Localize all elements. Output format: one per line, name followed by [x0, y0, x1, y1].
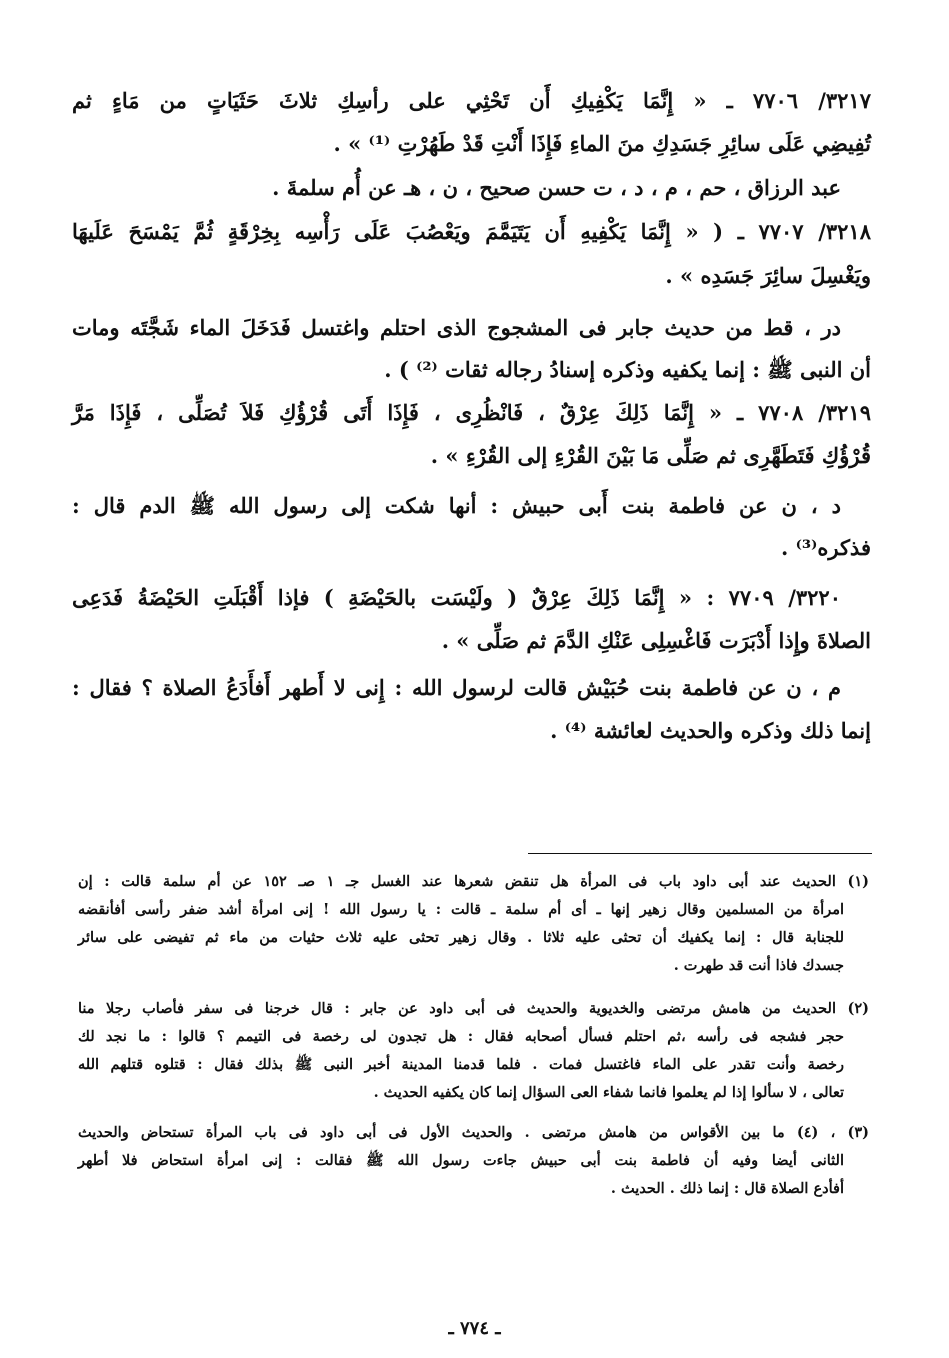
hadith-3217-line-1: ٣٢١٧/ ٧٧٠٦ ـ « إِنَّمَا يَكْفِيكِ أَن تَحْثِي على رأسِكِ ثلاثَ حَثَيَاتٍ من مَاءٍ ثم — [72, 88, 871, 113]
hadith-3218-line-1: ٣٢١٨/ ٧٧٠٧ ـ ( « إِنَّمَا يَكْفِيهِ أَن يَتَيَمَّمَ ويَعْصُبَ عَلَى رَأْسِه بِخِرْقَةٍ ثُمَّ يَمْسَحَ عَلَيهَا — [72, 219, 871, 244]
source-3220-line-1: م ، ن عن فاطمة بنت حُبَيْش قالت لرسول الله : إِنى لا أَطهر أَفأَدَعُ الصلاة ؟ فقال : — [72, 675, 841, 700]
hadith-3219-line-2: قُرْؤُكِ فَتَطَهَّرِى ثم صَلِّى مَا بَيْنَ القُرْءِ إلى القُرْءِ » . — [430, 443, 871, 468]
hadith-3220-line-2: الصلاةَ وإِذا أَدْبَرَت فَاغْسِلِى عَنْكِ الدَّمَ ثم صَلِّى » . — [441, 628, 871, 653]
footnote-1-line-4: جسدك فاذا أنت قد طهرت . — [673, 957, 844, 974]
page-number: ـ ٧٧٤ ـ — [448, 1318, 501, 1339]
footnote-1-line-1: (١) الحديث عند أبى داود باب فى المرأة هل تنقض شعرها عند الغسل جـ ١ صـ ١٥٢ عن أم سلمة قالت : إن — [78, 873, 869, 890]
hadith-3217-line-2: تُفِيضِي عَلَى سائِرِ جَسَدِكِ منَ الماءِ فَإِذَا أَنْتِ قَدْ طَهُرْتِ ⁽¹⁾ » . — [333, 131, 871, 156]
footnote-2-line-2: حجر فشجه فى رأسه ،ثم احتلم فسأل أصحابه فقال : هل تجدون لى رخصة فى التيمم ؟ قالوا : ما نجد لك — [78, 1028, 844, 1045]
hadith-3218-line-2: ويَغْسِلَ سائِرَ جَسَدِه » . — [665, 263, 871, 288]
footnote-separator — [528, 853, 872, 854]
footnote-3-4-line-3: أفأدع الصلاة قال : إنما ذلك . الحديث . — [610, 1180, 844, 1197]
source-3219-line-2: فذكره⁽³⁾ . — [781, 535, 871, 560]
footnote-1-line-2: امرأة من المسلمين وقال زهير إنها ـ أى أم سلمة ـ قالت : يا رسول الله ! إنى امرأة أشد ضفر رأسى أفأنقضه — [78, 901, 844, 918]
hadith-3220-line-1: ٣٢٢٠/ ٧٧٠٩ : « إِنَّمَا ذَلِكَ عِرْقٌ ( ولَيْسَت بالحَيْضَةِ ) فإذا أَقْبَلَتِ الحَيْضَةُ فَدَعِى — [72, 585, 841, 610]
footnote-2-line-1: (٢) الحديث من هامش مرتضى والخديوية والحديث فى أبى داود عن جابر : قال خرجنا فى سفر فأصاب رجلا منا — [78, 1000, 869, 1017]
footnote-3-4-line-2: الثانى أيضا وفيه أن فاطمة بنت أبى حبيش جاءت رسول الله ﷺ فقالت : إنى امرأة استحاض فلا أطهر — [78, 1152, 844, 1169]
source-3220-line-2: إنما ذلك وذكره والحديث لعائشة ⁽⁴⁾ . — [550, 718, 871, 743]
footnote-2-line-4: تعالى ، لا سألوا إذا لم يعلموا فانما شفاء العى السؤال إنما كان يكفيه الحديث . — [373, 1084, 844, 1101]
footnote-2-line-3: رخصة وأنت تقدر على الماء فاغتسل فمات . فلما قدمنا المدينة أخبر النبى ﷺ بذلك فقال : قتلوه قتلهم الله — [78, 1056, 844, 1073]
hadith-3219-line-1: ٣٢١٩/ ٧٧٠٨ ـ « إِنَّمَا ذَلِكَ عِرْقٌ ، فَانْظُرِى ، فَإِذَا أَتَى قُرْؤُكِ فَلاَ تُصَلِّى ، فَإِذَا مَرَّ — [72, 400, 871, 425]
footnote-3-4-line-1: (٣) ، (٤) ما بين الأقواس من هامش مرتضى . والحديث الأول فى أبى داود فى باب المرأة تستحاض والحديث — [78, 1124, 869, 1141]
source-3217: عبد الرزاق ، حم ، م ، د ، ت حسن صحيح ، ن ، هـ عن أُم سلمةَ . — [272, 175, 841, 200]
source-3219-line-1: د ، ن عن فاطمة بنت أَبى حبيش : أنها شكت إلى رسول الله ﷺ الدم قال : — [72, 493, 841, 518]
source-3218-line-1: در ، قط من حديث جابر فى المشجوج الذى احتلم واغتسل فَدَخَلَ الماء شَجَّتَه ومات — [72, 315, 841, 340]
source-3218-line-2: أن النبى ﷺ : إنما يكفيه وذكره إسنادُ رجاله ثقات ⁽²⁾ ) . — [384, 357, 871, 382]
footnote-1-line-3: للجنابة قال : إنما يكفيك أن تحثى عليه ثلاثا . وقال زهير تحثى عليه ثلاث حثيات من ماء ثم تفيضى على سائر — [78, 929, 844, 946]
